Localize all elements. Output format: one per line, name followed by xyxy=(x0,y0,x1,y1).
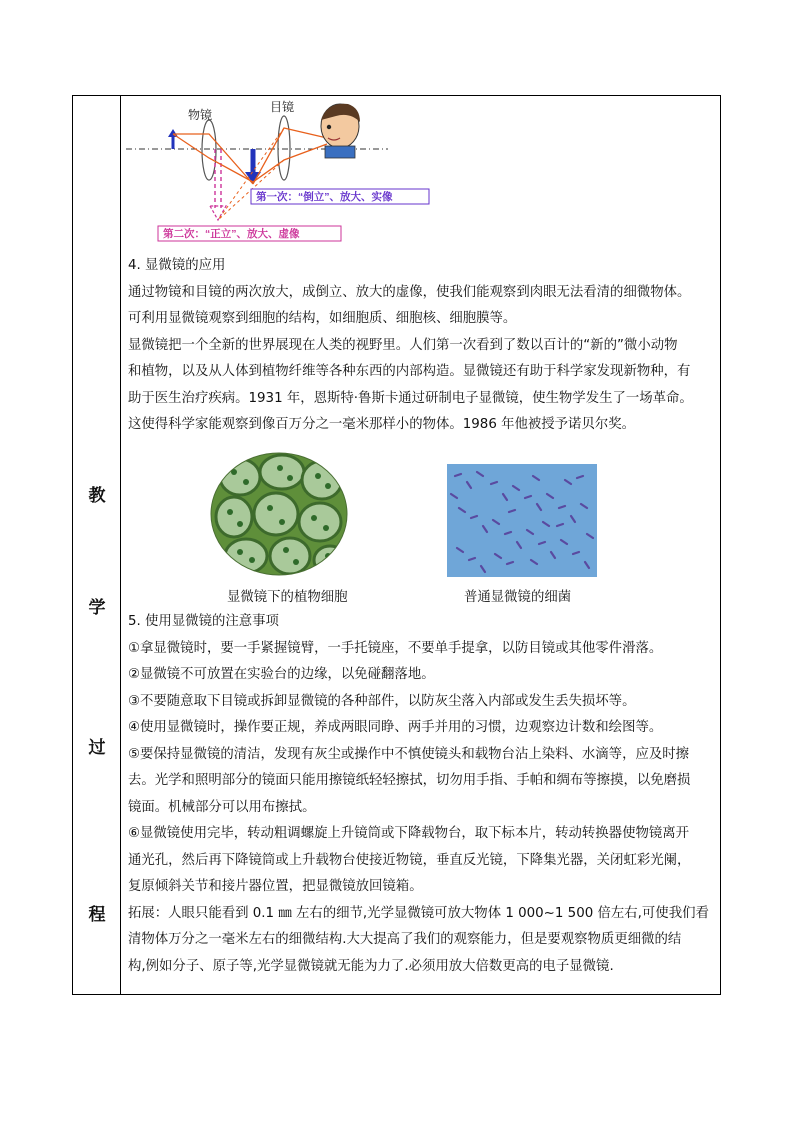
section-5-heading: 5. 使用显微镜的注意事项 xyxy=(128,614,279,629)
microscope-optics-diagram xyxy=(122,98,462,246)
section-5-line: ④使用显微镜时，操作要正规，养成两眼同睁、两手并用的习惯，边观察边计数和绘图等。 xyxy=(128,720,663,735)
bacteria-caption: 普通显微镜的细菌 xyxy=(464,590,572,605)
objective-label: 物镜 xyxy=(188,108,213,122)
side-char-3: 过 xyxy=(88,738,106,758)
section-5-line: 镜面。机械部分可以用布擦拭。 xyxy=(128,799,316,815)
plant-cell-caption: 显微镜下的植物细胞 xyxy=(227,590,348,605)
section-4-line: 可利用显微镜观察到细胞的结构，如细胞质、细胞核、细胞膜等。 xyxy=(128,311,517,326)
section-5-line: ⑤要保持显微镜的清洁，发现有灰尘或操作中不慎使镜头和载物台沾上染料、水滴等，应及时擦 xyxy=(128,746,690,762)
eyepiece-lens-icon xyxy=(278,116,290,180)
bacteria-image xyxy=(447,464,597,577)
section-5-line: ③不要随意取下目镜或拆卸显微镜的各种部件，以防灰尘落入内部或发生丢失损坏等。 xyxy=(128,693,636,709)
side-label-column xyxy=(73,96,121,994)
objective-lens-icon xyxy=(202,120,216,180)
section-5-line: 拓展：人眼只能看到 0.1 ㎜ 左右的细节,光学显微镜可放大物体 1 000~1 500 倍左右,可使我们看 xyxy=(128,905,709,921)
first-image-label: 第一次：“倒立”、放大、实像 xyxy=(256,191,393,203)
section-5-line: ⑥显微镜使用完毕，转动粗调螺旋上升镜筒或下降载物台，取下标本片，转动转换器使物镜离开 xyxy=(128,826,690,841)
side-char-2: 学 xyxy=(88,598,106,618)
section-5-line: 构,例如分子、原子等,光学显微镜就无能为力了.必须用放大倍数更高的电子显微镜. xyxy=(128,958,614,974)
section-4-heading: 4. 显微镜的应用 xyxy=(128,258,226,273)
observer-icon xyxy=(321,104,360,158)
side-char-4: 程 xyxy=(88,905,106,925)
section-5-line: ①拿显微镜时，要一手紧握镜臂，一手托镜座，不要单手提拿，以防目镜或其他零件滑落。 xyxy=(128,640,663,656)
side-char-1: 教 xyxy=(88,486,106,506)
eyepiece-label: 目镜 xyxy=(270,100,295,114)
section-4 xyxy=(128,253,718,439)
second-image-label: 第二次：“正立”、放大、虚像 xyxy=(163,228,300,240)
section-4-line: 通过物镜和目镜的两次放大，成倒立、放大的虚像，使我们能观察到肉眼无法看清的细微物体。 xyxy=(128,284,691,300)
section-5-line: 去。光学和照明部分的镜面只能用擦镜纸轻轻擦拭，切勿用手指、手帕和绸布等擦摸，以免磨损 xyxy=(128,773,691,788)
plant-cell-image xyxy=(210,452,348,577)
section-4-line: 显微镜把一个全新的世界展现在人类的视野里。人们第一次看到了数以百计的“新的”微小动物 xyxy=(128,337,678,353)
section-4-line: 这使得科学家能观察到像百万分之一毫米那样小的物体。1986 年他被授予诺贝尔奖。 xyxy=(128,417,636,432)
section-5-line: 通光孔，然后再下降镜筒或上升载物台使接近物镜，垂直反光镜，下降集光器，关闭虹彩光阑， xyxy=(128,852,691,868)
lesson-table xyxy=(72,95,721,995)
section-4-line: 助于医生治疗疾病。1931 年，恩斯特·鲁斯卡通过研制电子显微镜，使生物学发生了一场革命。 xyxy=(128,390,693,406)
section-5 xyxy=(128,609,718,980)
section-5-line: 清物体万分之一毫米左右的细微结构.大大提高了我们的观察能力，但是要观察物质更细微的结 xyxy=(128,932,682,947)
section-5-line: ②显微镜不可放置在实验台的边缘，以免碰翻落地。 xyxy=(128,667,435,682)
section-5-line: 复原倾斜关节和接片器位置，把显微镜放回镜箱。 xyxy=(128,879,423,894)
section-4-line: 和植物，以及从人体到植物纤维等各种东西的内部构造。显微镜还有助于科学家发现新物种，有 xyxy=(128,364,691,379)
